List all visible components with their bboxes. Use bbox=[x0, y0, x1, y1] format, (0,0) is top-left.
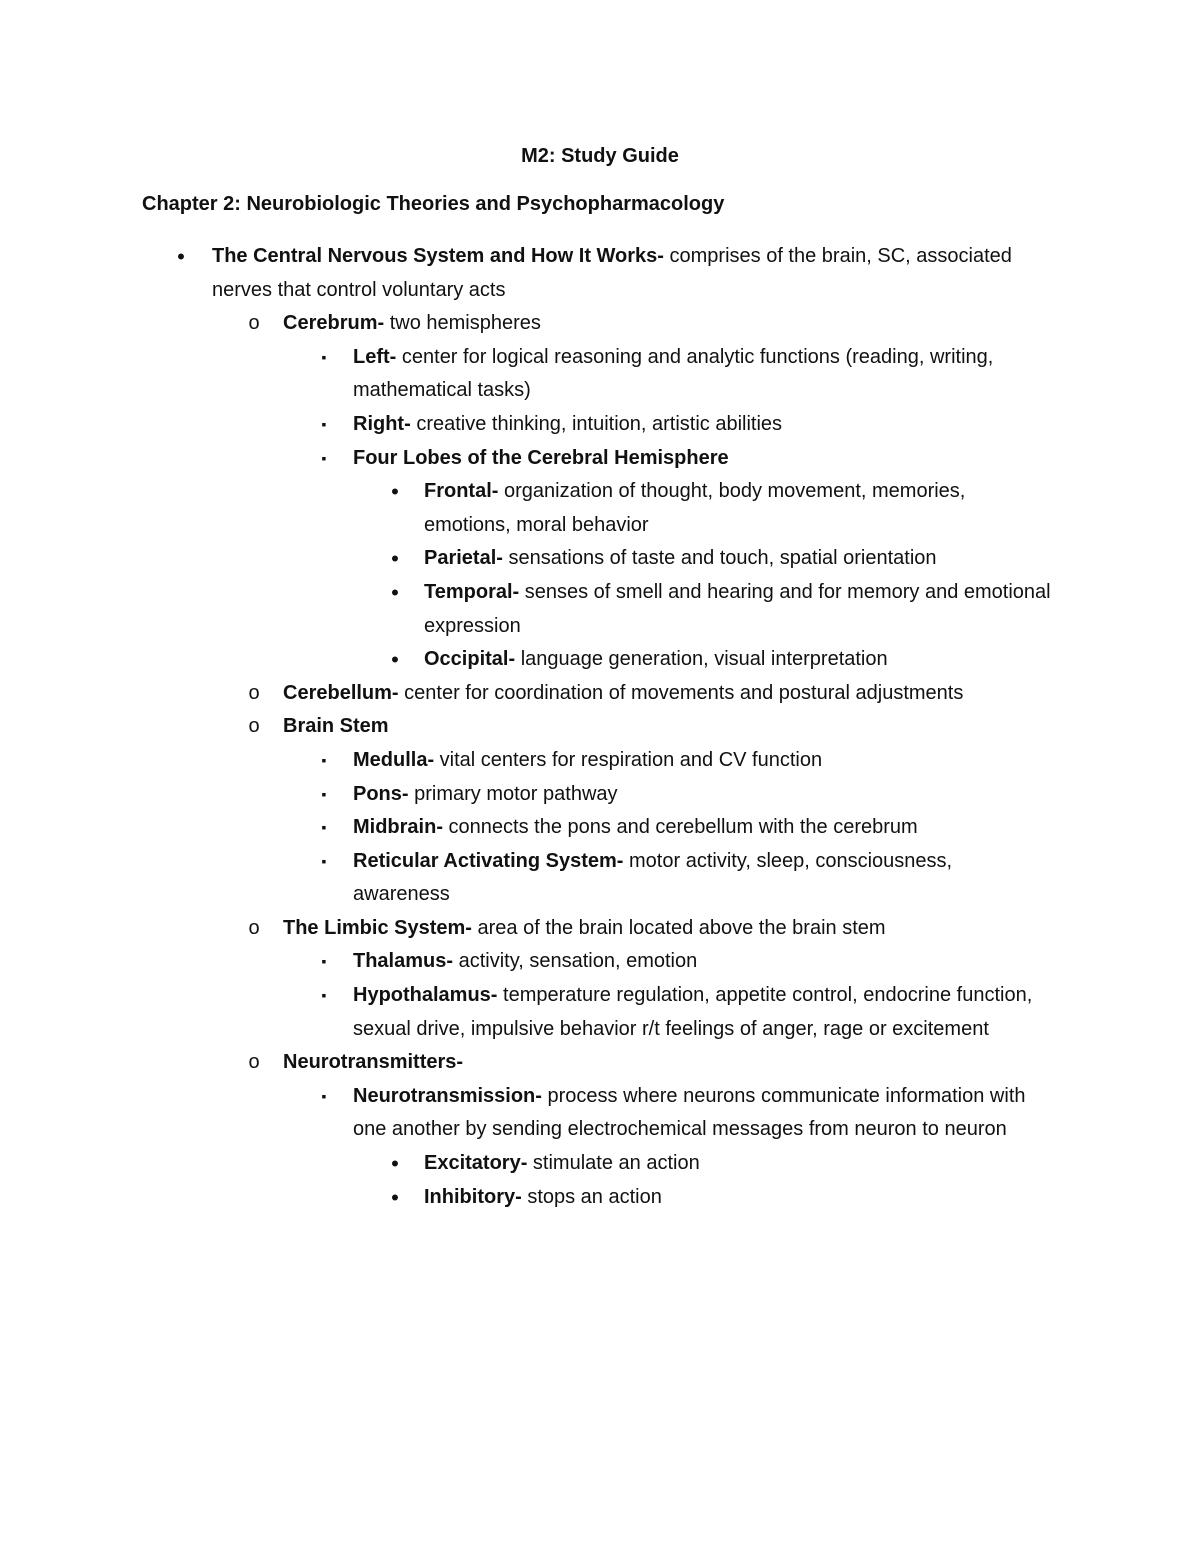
outline-item-term: The Limbic System- bbox=[283, 916, 472, 939]
outline-item-term: Hypothalamus- bbox=[353, 984, 498, 1007]
outline-item-level-3 bbox=[0, 744, 1200, 778]
outline-item-text bbox=[353, 408, 1053, 442]
outline-item-level-4 bbox=[0, 542, 1200, 576]
outline-item-text bbox=[353, 979, 1053, 1046]
outline-item-description: activity, sensation, emotion bbox=[453, 950, 698, 973]
outline-item-text bbox=[283, 710, 1053, 744]
outline-item-level-4 bbox=[0, 1147, 1200, 1181]
outline-item-text bbox=[424, 542, 1054, 576]
outline-item-text bbox=[212, 240, 1062, 307]
bullet-icon: ▪ bbox=[321, 449, 327, 466]
outline-item-text bbox=[424, 643, 1054, 677]
outline-item-term: Pons- bbox=[353, 782, 409, 805]
bullet-icon: o bbox=[248, 1051, 260, 1074]
outline-item-level-3 bbox=[0, 1080, 1200, 1147]
outline-item-description: senses of smell and hearing and for memory and emotional expression bbox=[424, 580, 1051, 637]
outline-item-text bbox=[353, 845, 1053, 912]
outline-item-level-4 bbox=[0, 475, 1200, 542]
outline-item-level-3 bbox=[0, 811, 1200, 845]
outline-item-description: vital centers for respiration and CV function bbox=[434, 748, 823, 771]
outline-item-level-4 bbox=[0, 643, 1200, 677]
outline-item-term: Excitatory- bbox=[424, 1152, 528, 1175]
outline-item-term: Inhibitory- bbox=[424, 1185, 522, 1208]
bullet-icon: o bbox=[248, 715, 260, 738]
bullet-icon: • bbox=[391, 1151, 399, 1177]
outline-item-level-3 bbox=[0, 979, 1200, 1046]
outline-item-term: Neurotransmission- bbox=[353, 1084, 542, 1107]
outline-item-level-3 bbox=[0, 408, 1200, 442]
outline-item-description: motor activity, sleep, consciousness, awareness bbox=[353, 849, 953, 906]
outline-item-term: Four Lobes of the Cerebral Hemisphere bbox=[353, 446, 729, 469]
bullet-icon: ▪ bbox=[321, 987, 327, 1004]
outline-item-term: Occipital- bbox=[424, 648, 516, 671]
outline-item-term: Parietal- bbox=[424, 547, 503, 570]
bullet-icon: ▪ bbox=[321, 953, 327, 970]
outline-item-text bbox=[283, 677, 1053, 711]
outline-item-term: Temporal- bbox=[424, 580, 520, 603]
outline-item-level-2 bbox=[0, 677, 1200, 711]
outline-item-term: Brain Stem bbox=[283, 715, 389, 738]
bullet-icon: o bbox=[248, 916, 260, 939]
outline-item-text bbox=[353, 811, 1053, 845]
outline-item-term: Cerebellum- bbox=[283, 681, 399, 704]
outline-item-term: Left- bbox=[353, 345, 397, 368]
bullet-icon: • bbox=[391, 479, 399, 505]
bullet-icon: ▪ bbox=[321, 785, 327, 802]
outline-item-level-1 bbox=[0, 240, 1200, 307]
outline-item-description: connects the pons and cerebellum with the cerebrum bbox=[443, 816, 918, 839]
outline-item-term: Thalamus- bbox=[353, 950, 454, 973]
outline-item-description: creative thinking, intuition, artistic abilities bbox=[410, 412, 783, 435]
chapter-heading: Chapter 2: Neurobiologic Theories and Psychopharmacology bbox=[142, 193, 725, 215]
outline-item-description: area of the brain located above the brain stem bbox=[471, 916, 886, 939]
outline-item-term: Midbrain- bbox=[353, 816, 443, 839]
outline-item-description: comprises of the brain, SC, associated nerves that control voluntary acts bbox=[212, 245, 1012, 301]
outline-item-term: Medulla- bbox=[353, 748, 435, 771]
outline-item-term: Reticular Activating System- bbox=[353, 849, 624, 872]
outline-item-text bbox=[424, 1181, 1054, 1215]
outline-item-level-2 bbox=[0, 1046, 1200, 1080]
outline-item-level-3 bbox=[0, 778, 1200, 812]
outline-item-description: process where neurons communicate information with one another by sending electrochemical messages from neuron to neuron bbox=[353, 1084, 1026, 1141]
outline-item-level-3 bbox=[0, 442, 1200, 476]
outline-item-description: center for logical reasoning and analytic functions (reading, writing, mathematical tasks) bbox=[353, 345, 994, 402]
outline-item-term: Neurotransmitters- bbox=[283, 1051, 464, 1074]
outline-item-level-3 bbox=[0, 845, 1200, 912]
bullet-icon: • bbox=[391, 579, 399, 605]
bullet-icon: • bbox=[177, 244, 185, 269]
outline-item-level-3 bbox=[0, 945, 1200, 979]
outline-item-text bbox=[283, 1046, 1053, 1080]
outline-item-level-2 bbox=[0, 912, 1200, 946]
bullet-icon: ▪ bbox=[321, 1087, 327, 1104]
outline-item-text bbox=[353, 778, 1053, 812]
outline-item-text bbox=[424, 576, 1054, 643]
page-title: M2: Study Guide bbox=[521, 145, 679, 167]
outline-item-term: The Central Nervous System and How It Works- bbox=[212, 245, 664, 267]
outline-item-text bbox=[424, 475, 1054, 542]
bullet-icon: • bbox=[391, 1184, 399, 1210]
outline-item-level-2 bbox=[0, 710, 1200, 744]
bullet-icon: o bbox=[248, 312, 260, 335]
outline-item-level-3 bbox=[0, 341, 1200, 408]
outline-item-text bbox=[353, 744, 1053, 778]
outline-item-text bbox=[353, 1080, 1053, 1147]
outline-item-level-2 bbox=[0, 307, 1200, 341]
outline-item-text bbox=[353, 442, 1053, 476]
outline-item-term: Frontal- bbox=[424, 480, 499, 503]
outline-item-text bbox=[283, 912, 1053, 946]
outline-item-description: stimulate an action bbox=[527, 1152, 700, 1175]
outline-item-text bbox=[283, 307, 1053, 341]
bullet-icon: ▪ bbox=[321, 819, 327, 836]
outline-item-text bbox=[353, 341, 1053, 408]
outline-item-description: temperature regulation, appetite control, endocrine function, sexual drive, impulsive behavior r/t feelings of anger, rage or excitement bbox=[353, 984, 1033, 1040]
outline-item-text bbox=[424, 1147, 1054, 1181]
outline-item-description: organization of thought, body movement, memories, emotions, moral behavior bbox=[424, 480, 966, 536]
bullet-icon: • bbox=[391, 546, 399, 572]
outline-item-description: primary motor pathway bbox=[408, 782, 618, 805]
outline-item-text bbox=[353, 945, 1053, 979]
outline-item-description: center for coordination of movements and postural adjustments bbox=[398, 681, 964, 704]
outline-list bbox=[0, 240, 1200, 1214]
outline-item-term: Cerebrum- bbox=[283, 312, 385, 335]
bullet-icon: ▪ bbox=[321, 751, 327, 768]
outline-item-level-4 bbox=[0, 576, 1200, 643]
outline-item-description: stops an action bbox=[521, 1185, 662, 1208]
bullet-icon: ▪ bbox=[321, 852, 327, 869]
bullet-icon: ▪ bbox=[321, 348, 327, 365]
bullet-icon: • bbox=[391, 647, 399, 673]
outline-item-description: language generation, visual interpretation bbox=[515, 648, 888, 671]
bullet-icon: ▪ bbox=[321, 415, 327, 432]
outline-item-description: two hemispheres bbox=[384, 312, 541, 335]
outline-item-level-4 bbox=[0, 1181, 1200, 1215]
bullet-icon: o bbox=[248, 681, 260, 704]
outline-item-term: Right- bbox=[353, 412, 411, 435]
outline-item-description: sensations of taste and touch, spatial orientation bbox=[502, 547, 937, 570]
